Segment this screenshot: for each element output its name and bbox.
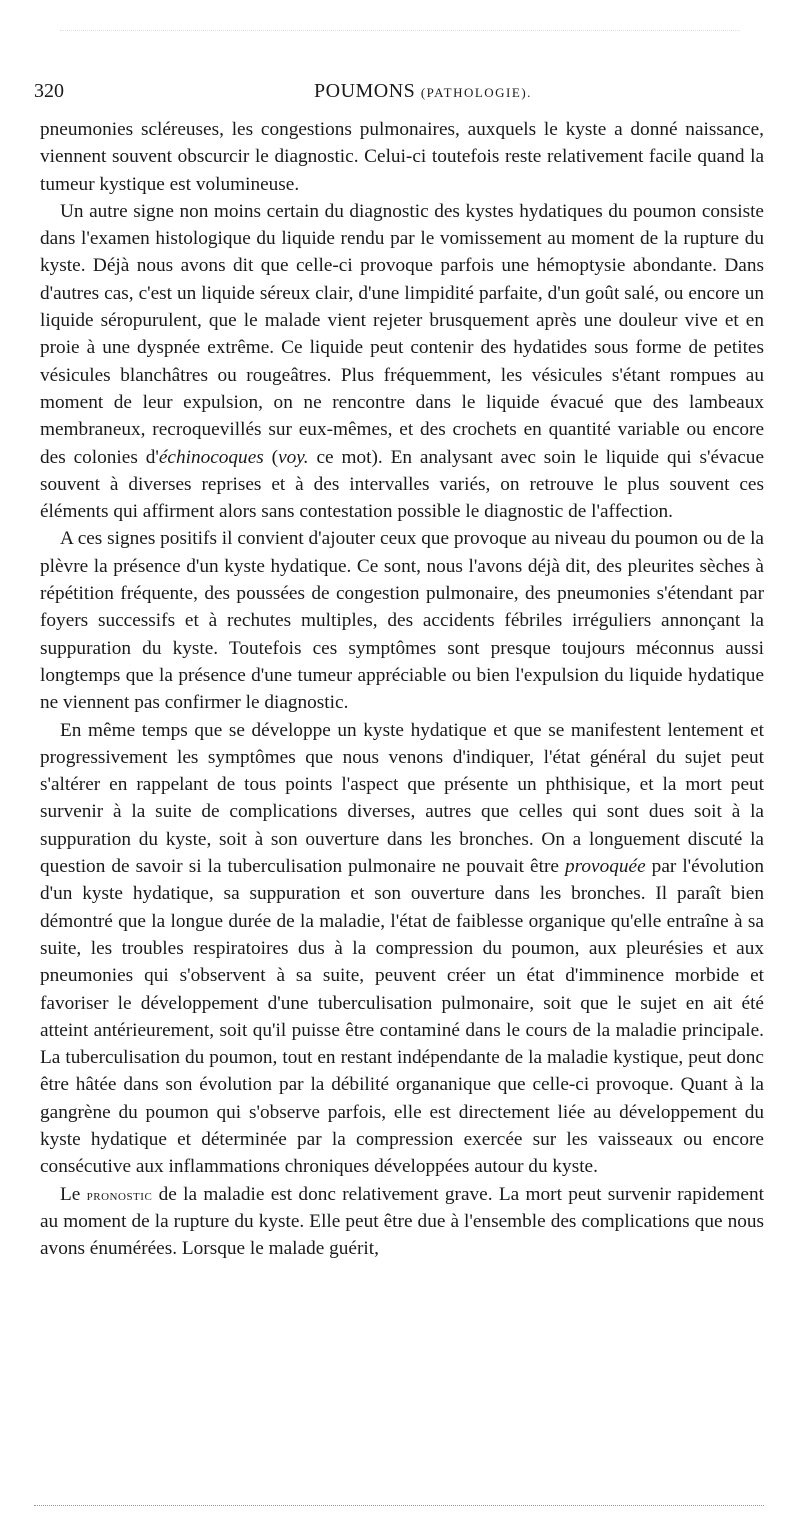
page-header bbox=[34, 80, 774, 110]
footer-rule bbox=[34, 1505, 764, 1506]
running-title-main: POUMONS bbox=[314, 80, 416, 102]
small-caps-text: pronostic bbox=[86, 1184, 153, 1204]
text-run: En même temps que se développe un kyste hydatique et que se manifestent lentement et progressivement les symptômes que nous venons d'indiquer, l'état général du sujet peut s'altérer en rappelant de tous points l'aspect que présente un phthisique, et la mort peut survenir à la suite de complications diverses, autres que celles qui sont dues soit à la suppuration du kyste, soit à son ouverture dans les bronches. On a longuement discuté la question de savoir si la tuberculisation pulmonaire ne pouvait être bbox=[40, 719, 764, 878]
paragraph bbox=[40, 198, 764, 526]
paragraph bbox=[40, 717, 764, 1181]
text-run: Un autre signe non moins certain du diagnostic des kystes hydatiques du poumon consiste dans l'examen histologique du liquide rendu par le vomissement au moment de la rupture du kyste. Déjà nous avons dit que celle-ci provoque parfois une hémoptysie abondante. Dans d'autres cas, c'est un liquide séreux clair, d'une limpidité parfaite, d'un goût salé, ou encore un liquide séropurulent, que le malade vient rejeter brusquement après une douleur vive et en proie à une dyspnée extrême. Ce liquide peut contenir des hydatides sous forme de petites vésicules blanchâtres ou rougeâtres. Plus fréquemment, les vésicules s'étant rompues au moment de leur expulsion, on ne rencontre dans le liquide évacué que des lambeaux membraneux, recroquevillés sur eux-mêmes, et des crochets en quantité variable ou encore des colonies d' bbox=[40, 200, 764, 468]
text-run: ce mot). En analysant avec soin le liquide qui s'évacue souvent à diverses reprises et à des intervalles variés, on retrouve le plus souvent ces éléments qui affirment alors sans contestation possible le diagnostic de l'affection. bbox=[40, 446, 764, 523]
text-run: Le bbox=[60, 1183, 87, 1205]
paragraph bbox=[40, 525, 764, 716]
page-number: 320 bbox=[34, 80, 64, 102]
paragraph bbox=[40, 1181, 764, 1263]
body-text bbox=[40, 116, 764, 1262]
running-title-subtitle: (PATHOLOGIE). bbox=[420, 85, 532, 100]
italic-text: voy. bbox=[278, 446, 309, 468]
text-run: pneumonies scléreuses, les congestions pulmonaires, auxquels le kyste a donné naissance, viennent souvent obscurcir le diagnostic. Celui-ci toutefois reste relativement facile quand la tumeur kystique est volumineuse. bbox=[40, 119, 764, 195]
text-run: ( bbox=[263, 446, 279, 468]
text-run: par l'évolution d'un kyste hydatique, sa suppuration et son ouverture dans les bronches. Il paraît bien démontré que la longue durée de la maladie, l'état de faiblesse organique qu'elle entraîne à sa suite, les troubles respiratoires dus à la compression du poumon, aux pleurésies et aux pneumonies qui s'observent à sa suite, peuvent créer un état d'imminence morbide et favoriser le développement d'une tuberculisation pulmonaire, soit que le sujet en ait été atteint antérieurement, soit qu'il puisse être contaminé dans le cours de la maladie principale. La tuberculisation du poumon, tout en restant indépendante de la maladie kystique, peut donc être hâtée dans son évolution par la débilité organanique que celle-ci provoque. Quant à la gangrène du poumon qui s'observe parfois, elle est directement liée au développement du kyste hydatique et déterminée par la compression exercée sur les vaisseaux ou encore consécutive aux inflammations chroniques développées autour du kyste. bbox=[40, 856, 764, 1178]
text-run: de la maladie est donc relativement grave. La mort peut survenir rapidement au moment de la rupture du kyste. Elle peut être due à l'ensemble des complications que nous avons énumérées. Lorsque le malade guérit, bbox=[40, 1183, 764, 1260]
italic-text: provoquée bbox=[564, 856, 646, 878]
text-run: A ces signes positifs il convient d'ajouter ceux que provoque au niveau du poumon ou de la plèvre la présence d'un kyste hydatique. Ce sont, nous l'avons déjà dit, des pleurites sèches à répétition fréquente, des poussées de congestion pulmonaire, des pneumonies s'étendant par foyers successifs et à rechutes multiples, des accidents fébriles irréguliers annonçant la suppuration du kyste. Toutefois ces symptômes sont presque toujours méconnus aussi longtemps que la présence d'une tumeur appréciable ou bien l'expulsion du liquide hydatique ne viennent pas confirmer le diagnostic. bbox=[40, 528, 764, 714]
running-title bbox=[314, 80, 532, 103]
paragraph bbox=[40, 116, 764, 198]
italic-text: échinocoques bbox=[158, 446, 264, 468]
scan-artifact bbox=[60, 30, 740, 31]
